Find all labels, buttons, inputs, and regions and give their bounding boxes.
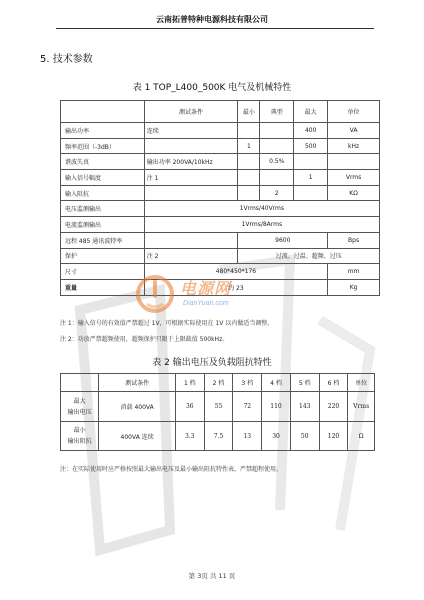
cell-value: 120 bbox=[319, 422, 348, 451]
cell-value: 50 bbox=[290, 422, 319, 451]
table1-header-empty bbox=[61, 101, 145, 123]
table-row bbox=[61, 392, 375, 422]
cell-value: 9600 bbox=[238, 232, 328, 248]
cell-span-value: 1Vrms/8Arms bbox=[144, 217, 379, 233]
company-header: 云南拓普特种电源科技有限公司 bbox=[156, 15, 268, 24]
table-row bbox=[61, 138, 380, 154]
cell-cond: 连续 bbox=[144, 123, 238, 139]
table2-header-level: 2 档 bbox=[204, 374, 233, 392]
table-row bbox=[61, 201, 380, 217]
table2-header-unit: 单位 bbox=[348, 374, 375, 392]
dianyuan-watermark bbox=[135, 274, 275, 322]
page-number: 第 3页 共 11 页 bbox=[188, 572, 236, 580]
table-row bbox=[61, 170, 380, 186]
table2-header-level: 3 档 bbox=[233, 374, 262, 392]
cell-max bbox=[294, 154, 328, 170]
cell-unit: KΩ bbox=[328, 185, 380, 201]
cell-max bbox=[294, 185, 328, 201]
cell-unit: VA bbox=[328, 123, 380, 139]
table2-header-level: 1 档 bbox=[175, 374, 204, 392]
row-label: 频率范围（-3dB） bbox=[61, 138, 145, 154]
table2-header-level: 4 档 bbox=[262, 374, 291, 392]
cell-value: 过流、过温、超频、过压 bbox=[238, 248, 380, 264]
row-label: 保护 bbox=[61, 248, 145, 264]
cell-value: 220 bbox=[319, 392, 348, 422]
cell-value: 13 bbox=[233, 422, 262, 451]
cell-unit: mm bbox=[328, 264, 380, 280]
cell-max: 1 bbox=[294, 170, 328, 186]
row-label-line2: 输出阻抗 bbox=[67, 438, 92, 445]
table-row bbox=[61, 422, 375, 451]
row-label-line2: 输出电压 bbox=[67, 408, 92, 416]
cell-span-value: 1Vrms/40Vrms bbox=[144, 201, 379, 217]
cell-cond bbox=[144, 138, 238, 154]
table1 bbox=[60, 100, 380, 296]
cell-value: 55 bbox=[204, 392, 233, 422]
table1-header-max: 最大 bbox=[294, 101, 328, 123]
table-row bbox=[61, 154, 380, 170]
table1-title: 表 1 TOP_L400_500K 电气及机械特性 bbox=[132, 83, 292, 93]
cell-value: 36 bbox=[175, 392, 204, 422]
cell-min: 1 bbox=[238, 138, 260, 154]
cell-cond bbox=[144, 232, 238, 248]
table1-header-min: 最小 bbox=[238, 101, 260, 123]
table-row bbox=[61, 185, 380, 201]
table2-header-level: 5 档 bbox=[290, 374, 319, 392]
cell-value: 143 bbox=[290, 392, 319, 422]
row-label: 尺寸 bbox=[61, 264, 145, 280]
cell-value: 7.5 bbox=[204, 422, 233, 451]
cell-value: 3.3 bbox=[175, 422, 204, 451]
cell-cond bbox=[144, 185, 238, 201]
header-divider bbox=[56, 28, 374, 29]
table1-note-1: 注 1：输入信号的有效值严禁超过 1V，可根据实际使用在 1V 以内做适当调整。 bbox=[60, 320, 274, 327]
cell-min bbox=[238, 154, 260, 170]
table-row bbox=[61, 217, 380, 233]
row-label: 远程 485 通讯波特率 bbox=[61, 232, 145, 248]
row-label: 重量 bbox=[61, 279, 145, 295]
row-label bbox=[61, 392, 99, 422]
cell-cond: 输出功率 200VA/10kHz bbox=[144, 154, 238, 170]
cell-min bbox=[238, 185, 260, 201]
row-label: 电压监测输出 bbox=[61, 201, 145, 217]
table2 bbox=[60, 373, 375, 451]
cell-typ: 2 bbox=[260, 185, 294, 201]
table2-header-empty bbox=[61, 374, 99, 392]
row-label-line1: 最小 bbox=[73, 427, 86, 434]
table1-header-typ: 典型 bbox=[260, 101, 294, 123]
table-row bbox=[61, 123, 380, 139]
table2-title: 表 2 输出电压及负载阻抗特性 bbox=[152, 358, 272, 368]
cell-unit: kHz bbox=[328, 138, 380, 154]
row-label: 输出功率 bbox=[61, 123, 145, 139]
table-row bbox=[61, 248, 380, 264]
cell-min bbox=[238, 123, 260, 139]
cell-max: 400 bbox=[294, 123, 328, 139]
cell-unit: Ω bbox=[348, 422, 375, 451]
watermark-url-text: DianYuan.com bbox=[183, 300, 229, 307]
cell-unit: Vrms bbox=[348, 392, 375, 422]
cell-unit: Bps bbox=[328, 232, 380, 248]
cell-cond: 注 2 bbox=[144, 248, 238, 264]
cell-cond: 消载 400VA bbox=[99, 392, 176, 422]
cell-value: 72 bbox=[233, 392, 262, 422]
cell-cond: 400VA 连续 bbox=[99, 422, 176, 451]
watermark-cn-text: 电源网 bbox=[180, 279, 232, 298]
section-heading: 5. 技术参数 bbox=[40, 54, 93, 65]
row-label: 输入阻抗 bbox=[61, 185, 145, 201]
row-label: 电流监测输出 bbox=[61, 217, 145, 233]
table2-header-row bbox=[61, 374, 375, 392]
table2-header-level: 6 档 bbox=[319, 374, 348, 392]
power-logo-icon bbox=[135, 274, 175, 314]
cell-max: 500 bbox=[294, 138, 328, 154]
table1-header-unit: 单位 bbox=[328, 101, 380, 123]
cell-unit bbox=[328, 154, 380, 170]
cell-value: 约 23 bbox=[144, 279, 327, 295]
cell-value: 110 bbox=[262, 392, 291, 422]
cell-unit: Vrms bbox=[328, 170, 380, 186]
cell-min bbox=[238, 170, 260, 186]
cell-cond: 注 1 bbox=[144, 170, 238, 186]
cell-typ bbox=[260, 123, 294, 139]
cell-typ bbox=[260, 170, 294, 186]
table2-header-cond: 测试条件 bbox=[99, 374, 176, 392]
table1-header-cond: 测试条件 bbox=[144, 101, 238, 123]
row-label-line1: 最大 bbox=[73, 397, 86, 405]
row-label: 谐波失真 bbox=[61, 154, 145, 170]
cell-typ: 0.5% bbox=[260, 154, 294, 170]
cell-value: 480*450*176 bbox=[144, 264, 327, 280]
row-label: 输入信号幅度 bbox=[61, 170, 145, 186]
cell-typ bbox=[260, 138, 294, 154]
table1-note-2: 注 2：功放严禁超频使用，超频保护只限于上限截值 500kHz。 bbox=[60, 336, 229, 343]
table1-header-row bbox=[61, 101, 380, 123]
row-label bbox=[61, 422, 99, 451]
cell-value: 30 bbox=[262, 422, 291, 451]
table2-note: 注：在实际使用时应严格按照最大输出电压及最小输出阻抗特性表，严禁超程使用。 bbox=[60, 466, 283, 473]
cell-unit: Kg bbox=[328, 279, 380, 295]
table-row bbox=[61, 232, 380, 248]
